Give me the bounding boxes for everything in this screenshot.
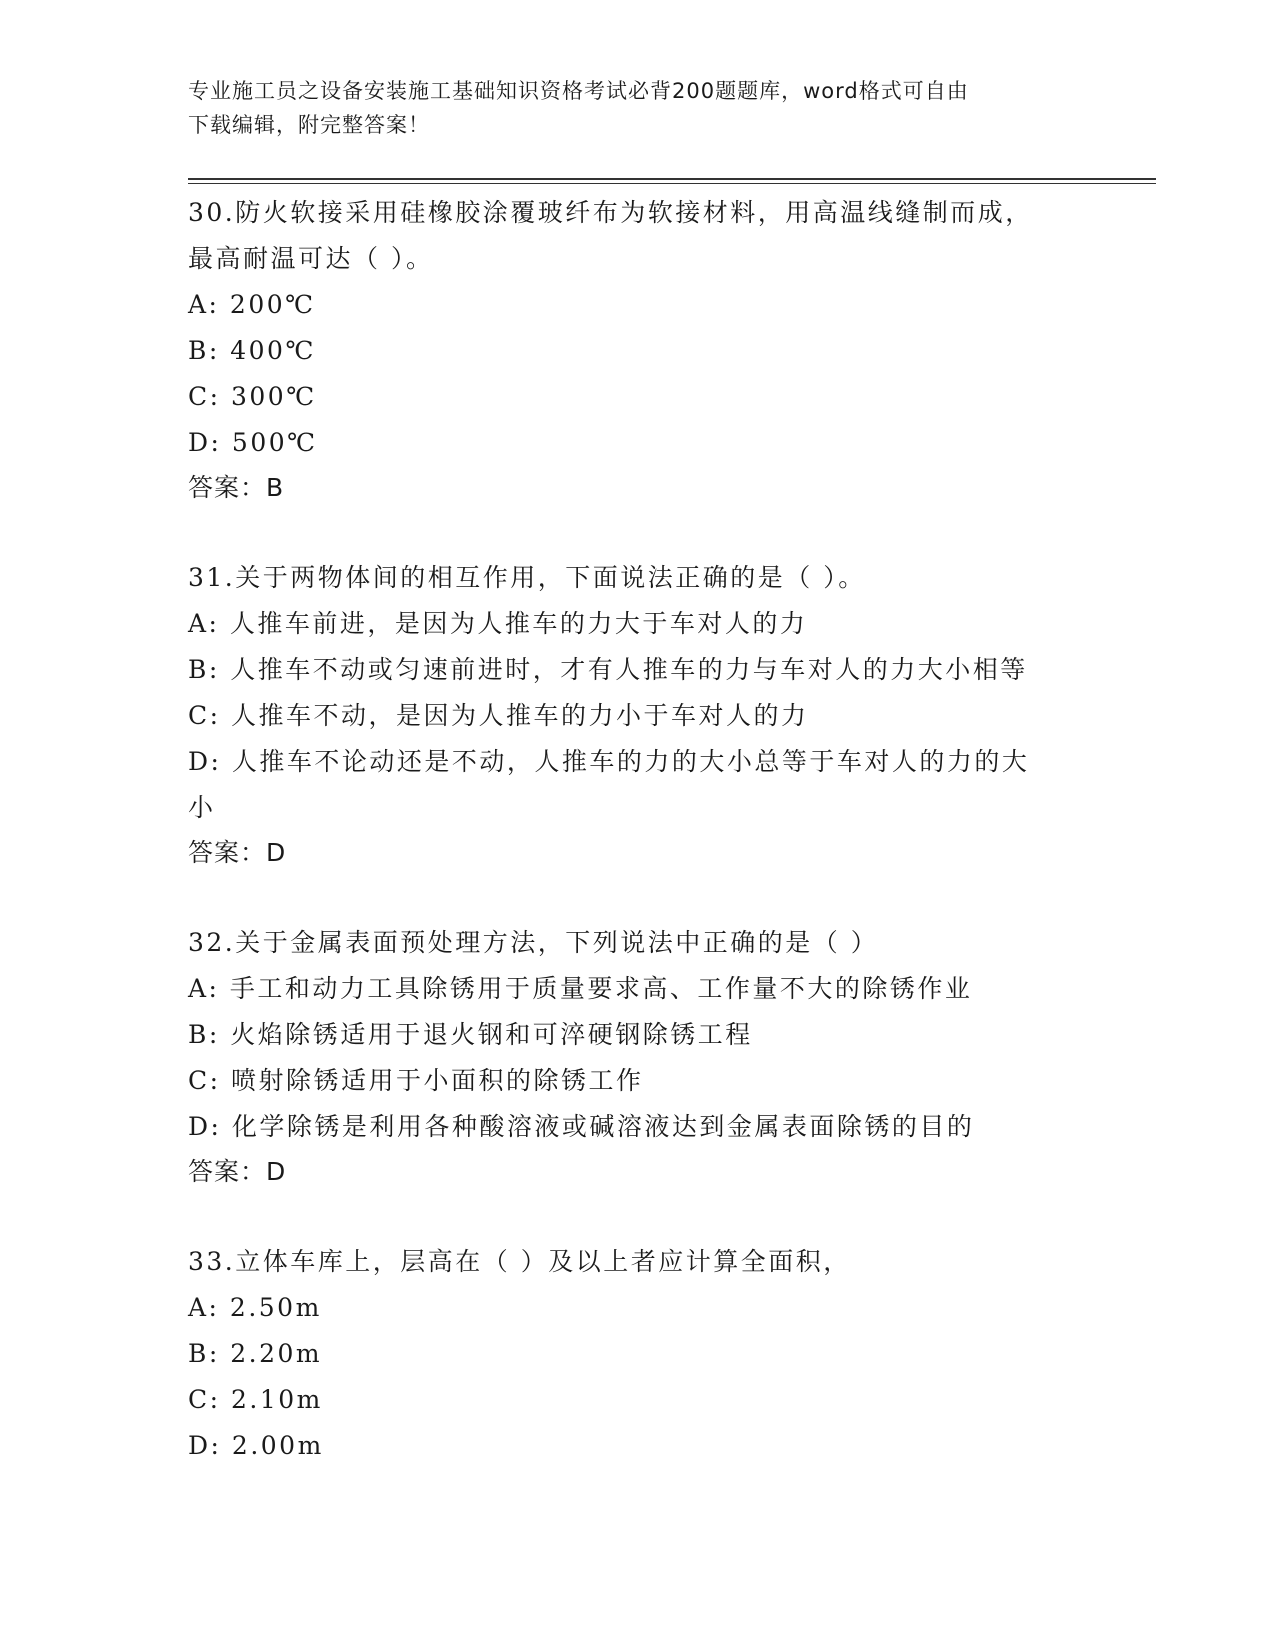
header-line-2: 下载编辑，附完整答案！ (188, 113, 430, 137)
option-b: B: 火焰除锈适用于退火钢和可淬硬钢除锈工程 (188, 1020, 753, 1049)
option-a: A: 人推车前进，是因为人推车的力大于车对人的力 (188, 609, 808, 638)
spacer (188, 1194, 1088, 1239)
option-a: A: 2.50m (188, 1293, 322, 1322)
question-30 (188, 190, 1088, 510)
document-header (188, 74, 1068, 142)
option-c: C: 2.10m (188, 1385, 323, 1414)
question-32 (188, 920, 1088, 1194)
question-stem: 32.关于金属表面预处理方法，下列说法中正确的是（ ） (188, 928, 879, 957)
spacer (188, 510, 1088, 555)
option-d: D: 化学除锈是利用各种酸溶液或碱溶液达到金属表面除锈的目的 (188, 1112, 975, 1141)
option-d-continued: 小 (188, 793, 216, 822)
option-b: B: 400℃ (188, 336, 316, 365)
header-rule-thin (188, 183, 1156, 184)
header-rule-thick (188, 178, 1156, 180)
option-c: C: 喷射除锈适用于小面积的除锈工作 (188, 1066, 644, 1095)
header-line-1: 专业施工员之设备安装施工基础知识资格考试必背200题题库，word格式可自由 (188, 79, 969, 103)
option-a: A: 200℃ (188, 290, 316, 319)
answer: 答案：B (188, 473, 285, 502)
question-stem: 33.立体车库上，层高在（ ）及以上者应计算全面积， (188, 1247, 851, 1276)
question-stem: 最高耐温可达（ ）。 (188, 244, 434, 273)
answer: 答案：D (188, 1157, 287, 1186)
question-31 (188, 555, 1088, 875)
option-b: B: 2.20m (188, 1339, 323, 1368)
question-stem: 30.防火软接采用硅橡胶涂覆玻纤布为软接材料，用高温线缝制而成， (188, 198, 1033, 227)
option-d: D: 2.00m (188, 1431, 324, 1460)
answer: 答案：D (188, 838, 287, 867)
question-33 (188, 1239, 1088, 1469)
option-d: D: 500℃ (188, 428, 318, 457)
option-a: A: 手工和动力工具除锈用于质量要求高、工作量不大的除锈作业 (188, 974, 973, 1003)
option-b: B: 人推车不动或匀速前进时，才有人推车的力与车对人的力大小相等 (188, 655, 1028, 684)
spacer (188, 875, 1088, 920)
question-stem: 31.关于两物体间的相互作用，下面说法正确的是（ ）。 (188, 563, 866, 592)
option-c: C: 人推车不动，是因为人推车的力小于车对人的力 (188, 701, 809, 730)
question-list (188, 190, 1088, 1469)
option-c: C: 300℃ (188, 382, 317, 411)
option-d: D: 人推车不论动还是不动，人推车的力的大小总等于车对人的力的大 (188, 747, 1030, 776)
